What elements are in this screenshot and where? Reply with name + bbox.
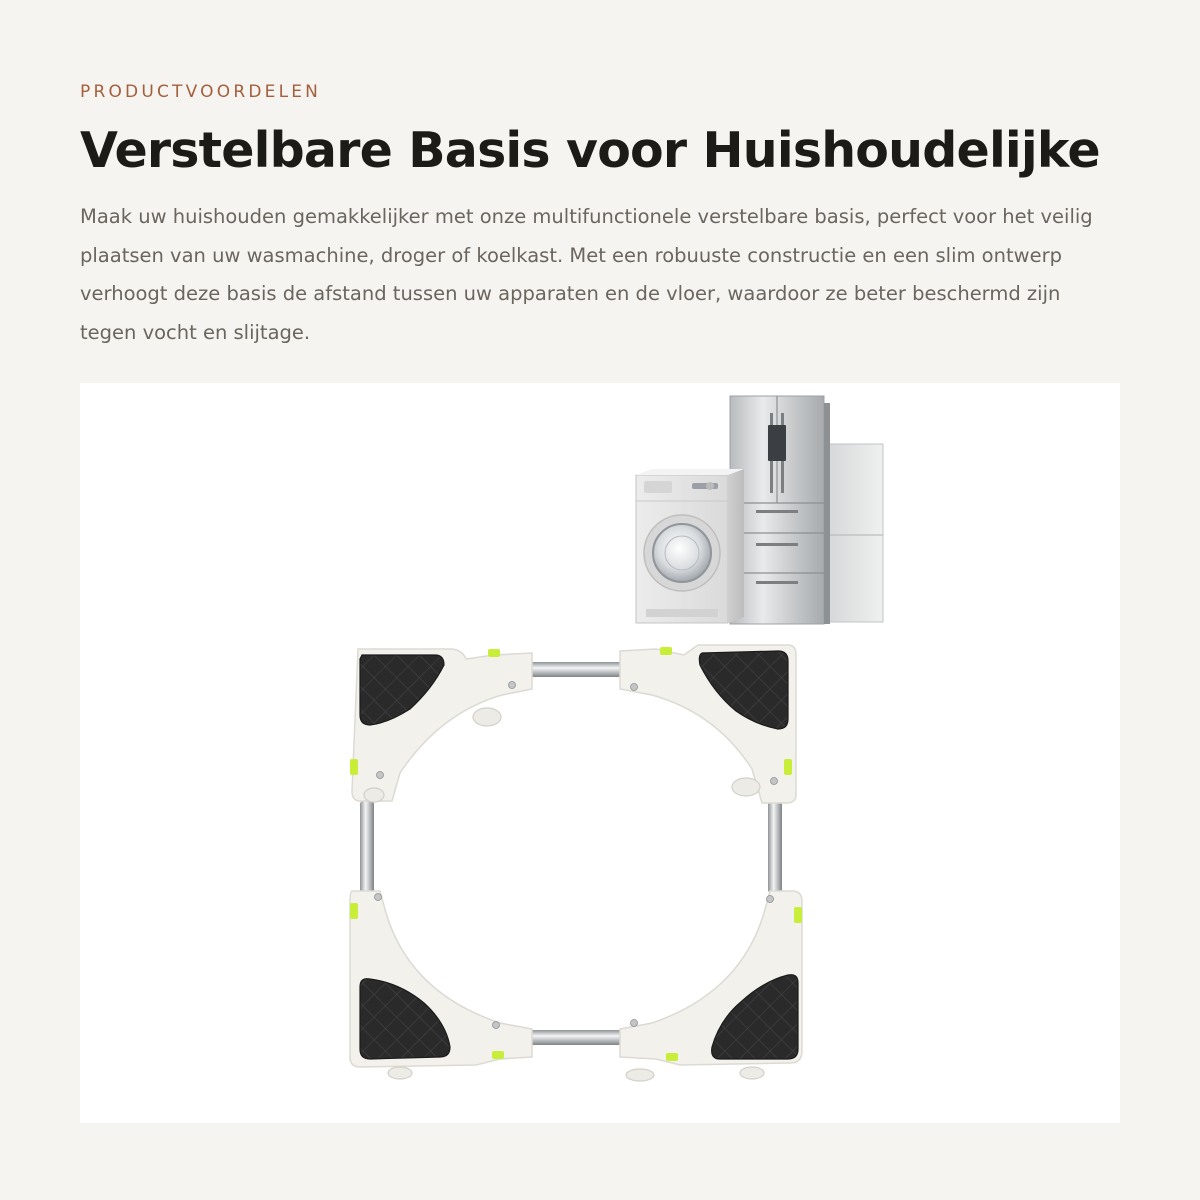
rod-left — [360, 801, 374, 893]
section-eyebrow: PRODUCTVOORDELEN — [80, 82, 322, 102]
section-description: Maak uw huishouden gemakkelijker met onze multifunctionele verstelbare basis, perfect voor het veilig plaatsen van uw wasmachine, droger of koelkast. Met een robuuste constructie en een slim ontwerp verhoogt deze basis de afstand tussen uw apparaten en de vloer, waardoor ze beter beschermd zijn tegen vocht en slijtage. — [80, 205, 1093, 344]
adjustable-appliance-base — [350, 645, 802, 1081]
appliances-group — [636, 396, 883, 624]
screws — [375, 682, 778, 1029]
rod-bottom — [520, 1030, 630, 1045]
rod-top — [520, 662, 630, 677]
rod-right — [768, 801, 782, 893]
french-door-refrigerator — [730, 396, 830, 624]
product-illustration — [80, 383, 1120, 1123]
product-image — [80, 383, 1120, 1123]
washing-machine — [636, 469, 744, 623]
section-title: Verstelbare Basis voor Huishoudelijke — [80, 122, 1100, 179]
